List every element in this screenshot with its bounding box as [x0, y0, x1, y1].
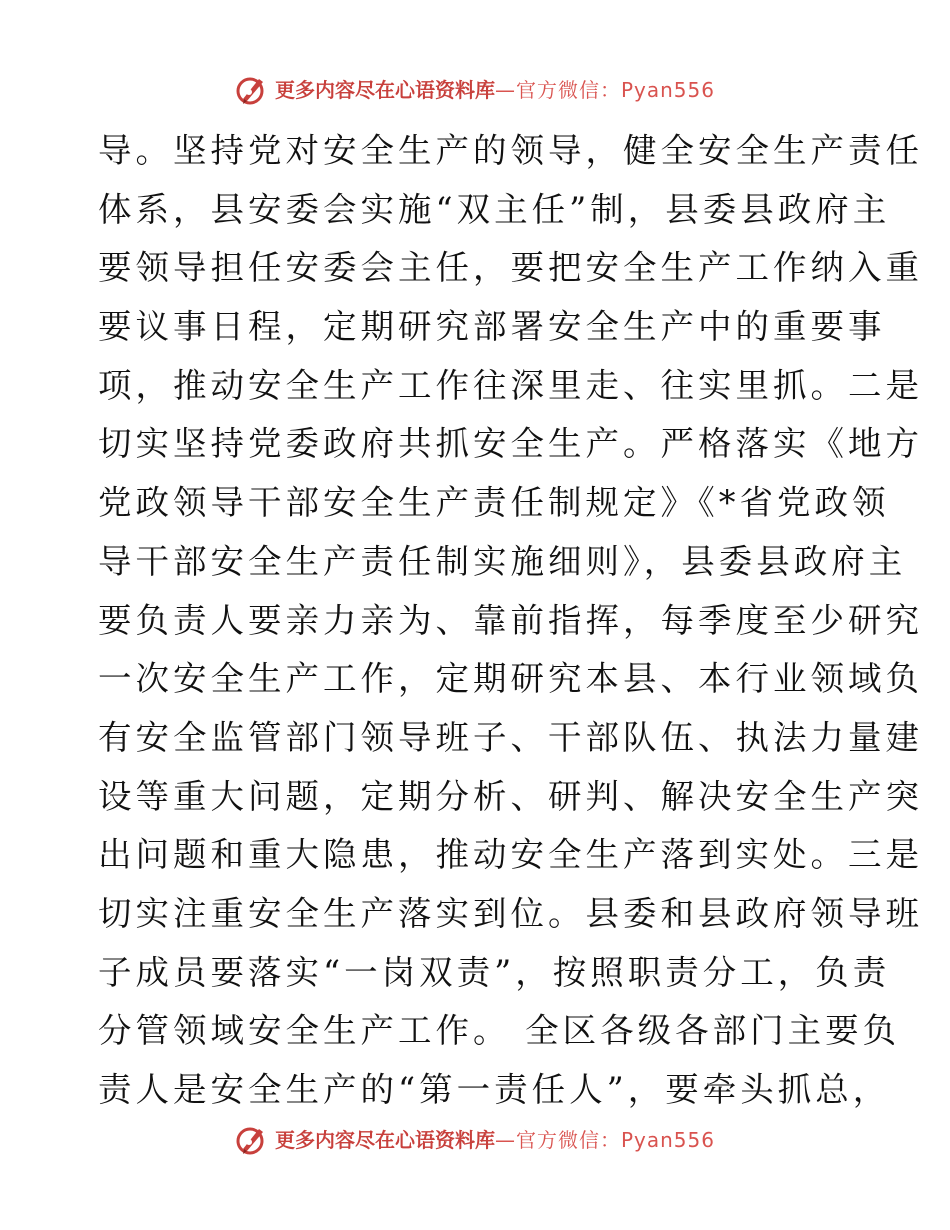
body-line: 切实坚持党委政府共抓安全生产。严格落实《地方 [98, 424, 923, 464]
body-line: 一次安全生产工作，定期研究本县、本行业领域负 [98, 659, 923, 699]
body-line: 切实注重安全生产落实到位。县委和县政府领导班 [98, 893, 923, 933]
body-line: 要领导担任安委会主任，要把安全生产工作纳入重 [98, 248, 923, 288]
body-line: 项，推动安全生产工作往深里走、往实里抓。二是 [98, 365, 923, 405]
body-line: 子成员要落实“一岗双责”，按照职责分工，负责 [98, 952, 891, 992]
body-line: 要议事日程，定期研究部署安全生产中的重要事 [98, 307, 886, 347]
body-line: 分管领域安全生产工作。 全区各级各部门主要负 [98, 1011, 901, 1051]
body-line: 导干部安全生产责任制实施细则》，县委县政府主 [98, 541, 907, 581]
footer-banner-main-text: 更多内容尽在心语资料库 [274, 1128, 495, 1152]
body-line: 体系，县安委会实施“双主任”制，县委县政府主 [98, 189, 891, 229]
body-line: 党政领导干部安全生产责任制规定》《*省党政领 [98, 483, 890, 523]
header-watermark-banner [0, 70, 950, 110]
quill-pen-logo-icon [235, 1123, 269, 1157]
footer-watermark-banner [0, 1120, 950, 1160]
quill-pen-logo-icon [235, 73, 269, 107]
header-banner-main-text: 更多内容尽在心语资料库 [274, 78, 495, 102]
document-body [98, 122, 923, 1120]
body-line: 要负责人要亲力亲为、靠前指挥，每季度至少研究 [98, 600, 923, 640]
body-line: 设等重大问题，定期分析、研判、解决安全生产突 [98, 776, 923, 816]
header-banner-wechat-text: —官方微信：Pyan556 [494, 78, 715, 102]
body-line: 有安全监管部门领导班子、干部队伍、执法力量建 [98, 717, 923, 757]
body-line: 责人是安全生产的“第一责任人”，要牵头抓总， [98, 1070, 891, 1109]
footer-banner-wechat-text: —官方微信：Pyan556 [494, 1128, 715, 1152]
body-line: 出问题和重大隐患，推动安全生产落到实处。三是 [98, 835, 923, 875]
body-line: 导。坚持党对安全生产的领导，健全安全生产责任 [98, 131, 923, 170]
